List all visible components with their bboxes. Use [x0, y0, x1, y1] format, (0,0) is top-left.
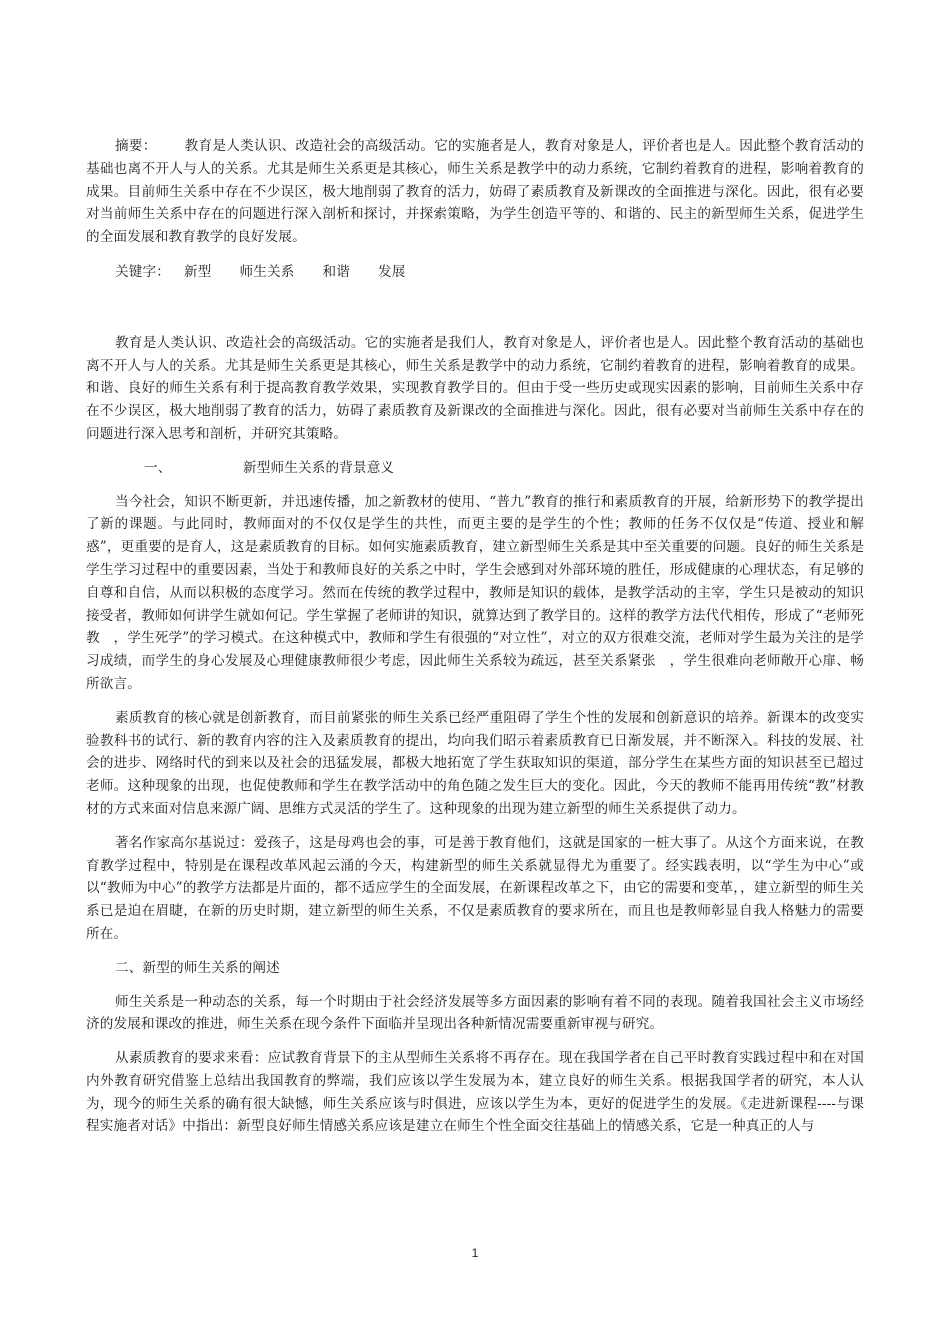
- body-paragraph: 素质教育的核心就是创新教育，而目前紧张的师生关系已经严重阻碍了学生个性的发展和创新意识的培养。新课本的改变实验教科书的试行、新的教育内容的注入及素质教育的提出，均向我们昭示着素质教育已日渐发展，并不断深入。科技的发展、社会的进步、网络时代的到来以及社会的迅猛发展，都极大地拓宽了学生获取知识的渠道，部分学生在某些方面的知识甚至已超过老师。这种现象的出现，也促使教师和学生在教学活动中的角色随之发生巨大的变化。因此，今天的教师不能再用传统“教”材教材的方式来面对信息来源广阔、思维方式灵活的学生了。这种现象的出现为建立新型的师生关系提供了动力。: [86, 709, 864, 817]
- body-paragraph: 从素质教育的要求来看：应试教育背景下的主从型师生关系将不再存在。现在我国学者在自己平时教育实践过程中和在对国内外教育研究借鉴上总结出我国教育的弊端，我们应该以学生发展为本，建立良好的师生关系。根据我国学者的研究，本人认为，现今的师生关系的确有很大缺憾，师生关系应该与时俱进，应该以学生为本，更好的促进学生的发展。《走进新课程----与课程实施者对话》中指出：新型良好师生情感关系应该是建立在师生个性全面交往基础上的情感关系，它是一种真正的人与: [86, 1050, 864, 1135]
- body-paragraph: 师生关系是一种动态的关系，每一个时期由于社会经济发展等多方面因素的影响有着不同的表现。随着我国社会主义市场经济的发展和课改的推进，师生关系在现今条件下面临并呈现出各种新情况需要重新审视与研究。: [86, 993, 864, 1033]
- abstract-label: 摘要：: [115, 138, 157, 154]
- keyword: 发展: [377, 263, 406, 280]
- keyword: 师生关系: [239, 263, 295, 280]
- page-number: 1: [471, 1246, 479, 1260]
- section-heading: [86, 457, 864, 480]
- abstract-text: 教育是人类认识、改造社会的高级活动。它的实施者是人，教育对象是人，评价者也是人。因此整个教育活动的基础也离不开人与人的关系。尤其是师生关系更是其核心，师生关系是教学中的动力系统，它制约着教育的进程，影响着教育的成果。目前师生关系中存在不少误区，极大地削弱了教育的活力，妨碍了素质教育及新课改的全面推进与深化。因此，很有必要对当前师生关系中存在的问题进行深入剖析和探讨，并探索策略，为学生创造平等的、和谐的、民主的新型师生关系，促进学生的全面发展和教育教学的良好发展。: [86, 138, 864, 246]
- keyword: 新型: [183, 263, 212, 280]
- abstract-paragraph: [86, 135, 864, 249]
- section-heading: 二、新型的师生关系的阐述: [115, 959, 280, 976]
- body-paragraph: 当今社会，知识不断更新，并迅速传播，加之新教材的使用、“普九”教育的推行和素质教育的开展，给新形势下的教学提出了新的课题。与此同时，教师面对的不仅仅是学生的共性，而更主要的是学生的个性；教师的任务不仅仅是“传道、授业和解惑”，更重要的是育人，这是素质教育的目标。如何实施素质教育，建立新型师生关系是其中至关重要的问题。良好的师生关系是学生学习过程中的重要因素，当处于和教师良好的关系之中时，学生会感到对外部环境的胜任，形成健康的心理状态，有足够的自尊和自信，从而以积极的态度学习。然而在传统的教学过程中，教师是知识的载体，是教学活动的主宰，学生只是被动的知识接受者，教师如何讲学生就如何记。学生掌握了老师讲的知识，就算达到了教学目的。这样的教学方法代代相传，形成了“老师死教 ，学生死学”的学习模式。在这种模式中，教师和学生有很强的“对立性”，对立的双方很难交流，老师对学生最为关注的是学习成绩，而学生的身心发展及心理健康教师很少考虑，因此师生关系较为疏远，甚至关系紧张 ，学生很难向老师敞开心扉、畅所欲言。: [86, 493, 864, 692]
- page-content: [86, 135, 864, 1138]
- keywords-line: [86, 261, 864, 284]
- intro-paragraph: 教育是人类认识、改造社会的高级活动。它的实施者是我们人，教育对象是人，评价者也是人。因此整个教育活动的基础也离不开人与人的关系。尤其是师生关系更是其核心，师生关系是教学中的动力系统，它制约着教育的进程，影响着教育的成果。和谐、良好的师生关系有利于提高教育教学效果，实现教育教学目的。但由于受一些历史或现实因素的影响，目前师生关系中存在不少误区，极大地削弱了教育的活力，妨碍了素质教育及新课改的全面推进与深化。因此，很有必要对当前师生关系中存在的问题进行深入思考和剖析，并研究其策略。: [86, 334, 864, 442]
- section-number: 一、: [144, 459, 172, 476]
- section-title: 新型师生关系的背景意义: [243, 459, 395, 476]
- keywords-label: 关键字：: [115, 263, 170, 280]
- keyword: 和谐: [322, 263, 350, 280]
- body-paragraph: 著名作家高尔基说过：爱孩子，这是母鸡也会的事，可是善于教育他们，这就是国家的一桩大事了。从这个方面来说，在教育教学过程中，特别是在课程改革风起云涌的今天，构建新型的师生关系就显得尤为重要了。经实践表明，以“学生为中心”或以“教师为中心”的教学方法都是片面的，都不适应学生的全面发展，在新课程改革之下，由它的需要和变革，，建立新型的师生关系已是迫在眉睫，在新的历史时期，建立新型的师生关系，不仅是素质教育的要求所在，而且也是教师彰显自我人格魅力的需要所在。: [86, 834, 864, 942]
